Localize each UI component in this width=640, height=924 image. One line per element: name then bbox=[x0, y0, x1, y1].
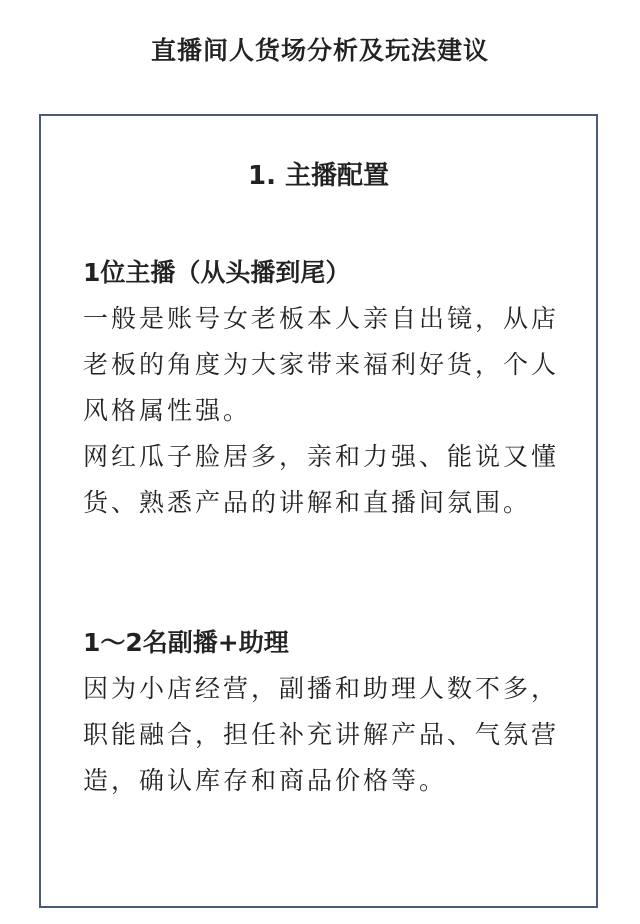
assistant-paragraph: 因为小店经营，副播和助理人数不多，职能融合，担任补充讲解产品、气氛营造，确认库存和商品价格等。 bbox=[83, 674, 560, 795]
assistant-block bbox=[83, 620, 573, 804]
anchor-heading: 1位主播（从头播到尾） bbox=[83, 258, 351, 287]
anchor-paragraph-1: 一般是账号女老板本人亲自出镜，从店老板的角度为大家带来福利好货，个人风格属性强。 bbox=[83, 304, 560, 425]
section-heading: 1. 主播配置 bbox=[247, 161, 390, 191]
assistant-heading: 1～2名副播+助理 bbox=[83, 628, 289, 657]
page-title: 直播间人货场分析及玩法建议 bbox=[150, 36, 489, 65]
anchor-block bbox=[83, 250, 573, 526]
content-box bbox=[39, 114, 598, 908]
anchor-paragraph-2: 网红瓜子脸居多，亲和力强、能说又懂货、熟悉产品的讲解和直播间氛围。 bbox=[83, 442, 560, 517]
